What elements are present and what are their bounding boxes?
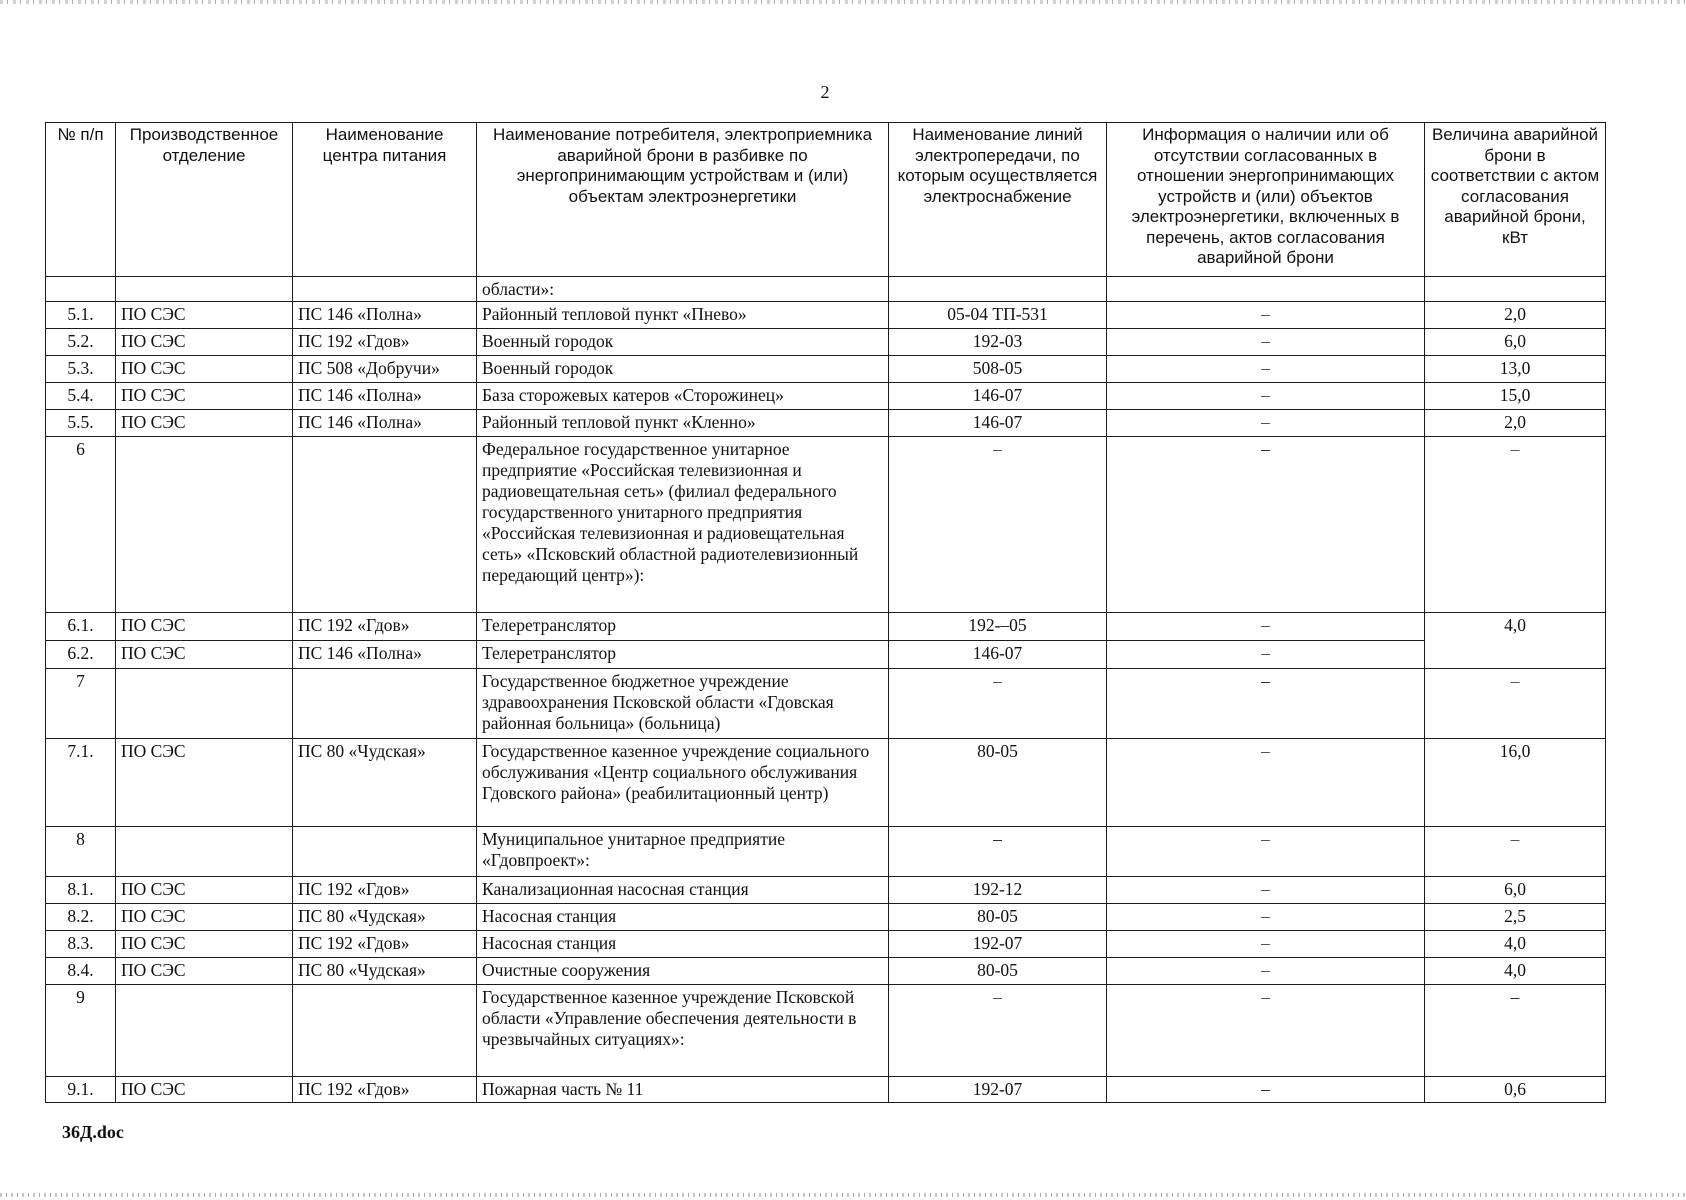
cell-value: 0,6	[1425, 1077, 1606, 1103]
cell-num: 7	[46, 669, 116, 739]
cell-num: 8.2.	[46, 904, 116, 931]
table-row-group	[46, 985, 1606, 1077]
cell-info: –	[1107, 985, 1425, 1077]
cell-line: 80-05	[889, 904, 1107, 931]
cell-center	[293, 277, 477, 302]
cell-center: ПС 146 «Полна»	[293, 302, 477, 329]
cell-info: –	[1107, 877, 1425, 904]
cell-dept	[116, 827, 293, 877]
cell-info: –	[1107, 356, 1425, 383]
scan-edge-bottom	[0, 1193, 1686, 1197]
cell-num: 6.1.	[46, 613, 116, 641]
cell-num: 5.5.	[46, 410, 116, 437]
cell-line	[889, 277, 1107, 302]
cell-line: 192-03	[889, 329, 1107, 356]
cell-dept: ПО СЭС	[116, 410, 293, 437]
cell-center: ПС 80 «Чудская»	[293, 958, 477, 985]
footer-filename: 36Д.doc	[62, 1122, 124, 1142]
cell-line: 05-04 ТП-531	[889, 302, 1107, 329]
cell-dept: ПО СЭС	[116, 958, 293, 985]
cell-line: 146-07	[889, 641, 1107, 669]
cell-consumer: Муниципальное унитарное предприятие «Гдовпроект»:	[477, 827, 889, 877]
cell-consumer: Районный тепловой пункт «Пнево»	[477, 302, 889, 329]
table-row	[46, 958, 1606, 985]
cell-value: 6,0	[1425, 329, 1606, 356]
cell-info: –	[1107, 613, 1425, 641]
cell-line: –	[889, 669, 1107, 739]
cell-consumer: Государственное казенное учреждение Псковской области «Управление обеспечения деятельности в чрезвычайных ситуациях»:	[477, 985, 889, 1077]
cell-line: –	[889, 437, 1107, 613]
cell-info: –	[1107, 904, 1425, 931]
cell-line: 192-07	[889, 1077, 1107, 1103]
cell-line: 192-12	[889, 877, 1107, 904]
cell-line: –	[889, 827, 1107, 877]
cell-dept: ПО СЭС	[116, 931, 293, 958]
cell-dept	[116, 277, 293, 302]
cell-dept: ПО СЭС	[116, 877, 293, 904]
cell-value: –	[1425, 985, 1606, 1077]
emergency-reserve-table	[45, 122, 1606, 1103]
cell-info: –	[1107, 1077, 1425, 1103]
cell-center: ПС 80 «Чудская»	[293, 739, 477, 827]
cell-info: –	[1107, 958, 1425, 985]
cell-num: 5.2.	[46, 329, 116, 356]
header-dept: Производственное отделение	[116, 123, 293, 277]
cell-dept: ПО СЭС	[116, 613, 293, 641]
cell-line: 192-–05	[889, 613, 1107, 641]
table-row	[46, 383, 1606, 410]
header-info: Информация о наличии или об отсутствии согласованных в отношении энергопринимающих устройств и (или) объектов электроэнергетики, включенных в перечень, актов согласования аварийной брони	[1107, 123, 1425, 277]
cell-info: –	[1107, 669, 1425, 739]
cell-consumer: Государственное казенное учреждение социального обслуживания «Центр социального обслуживания Гдовского района» (реабилитационный центр)	[477, 739, 889, 827]
cell-line: 192-07	[889, 931, 1107, 958]
cell-num: 8	[46, 827, 116, 877]
cell-consumer: Очистные сооружения	[477, 958, 889, 985]
cell-num: 8.1.	[46, 877, 116, 904]
cell-consumer: Насосная станция	[477, 931, 889, 958]
cell-num: 7.1.	[46, 739, 116, 827]
cell-center: ПС 508 «Добручи»	[293, 356, 477, 383]
table-row-group	[46, 669, 1606, 739]
cell-line: 146-07	[889, 383, 1107, 410]
cell-dept: ПО СЭС	[116, 356, 293, 383]
cell-dept: ПО СЭС	[116, 641, 293, 669]
cell-consumer: Военный городок	[477, 356, 889, 383]
cell-info: –	[1107, 410, 1425, 437]
header-consumer: Наименование потребителя, электроприемника аварийной брони в разбивке по энергопринимающим устройствам и (или) объектам электроэнергетики	[477, 123, 889, 277]
scan-edge-top	[0, 0, 1686, 4]
cell-value-merged: 4,0	[1425, 613, 1606, 669]
table-row-continuation	[46, 277, 1606, 302]
header-line: Наименование линий электропередачи, по которым осуществляется электроснабжение	[889, 123, 1107, 277]
cell-info: –	[1107, 931, 1425, 958]
cell-center: ПС 192 «Гдов»	[293, 613, 477, 641]
cell-value: 16,0	[1425, 739, 1606, 827]
cell-center	[293, 669, 477, 739]
table-row	[46, 877, 1606, 904]
cell-consumer: Районный тепловой пункт «Кленно»	[477, 410, 889, 437]
cell-line: 508-05	[889, 356, 1107, 383]
header-center: Наименование центра питания	[293, 123, 477, 277]
cell-line: 80-05	[889, 958, 1107, 985]
cell-value: 6,0	[1425, 877, 1606, 904]
table-row-group	[46, 437, 1606, 613]
cell-num: 8.3.	[46, 931, 116, 958]
cell-info: –	[1107, 437, 1425, 613]
header-num: № п/п	[46, 123, 116, 277]
cell-consumer: Пожарная часть № 11	[477, 1077, 889, 1103]
cell-value: –	[1425, 669, 1606, 739]
cell-center: ПС 192 «Гдов»	[293, 1077, 477, 1103]
table-row	[46, 1077, 1606, 1103]
cell-value: 13,0	[1425, 356, 1606, 383]
cell-center: ПС 192 «Гдов»	[293, 877, 477, 904]
cell-consumer: Военный городок	[477, 329, 889, 356]
cell-center: ПС 146 «Полна»	[293, 410, 477, 437]
table-header-row	[46, 123, 1606, 277]
cell-value: –	[1425, 827, 1606, 877]
cell-consumer: Канализационная насосная станция	[477, 877, 889, 904]
cell-line: –	[889, 985, 1107, 1077]
cell-center: ПС 192 «Гдов»	[293, 931, 477, 958]
cell-center: ПС 146 «Полна»	[293, 641, 477, 669]
cell-info: –	[1107, 739, 1425, 827]
cell-dept: ПО СЭС	[116, 302, 293, 329]
cell-info: –	[1107, 302, 1425, 329]
cell-value: –	[1425, 437, 1606, 613]
cell-value: 4,0	[1425, 931, 1606, 958]
cell-num: 9.1.	[46, 1077, 116, 1103]
cell-dept	[116, 437, 293, 613]
table-row	[46, 641, 1606, 669]
cell-consumer: Федеральное государственное унитарное предприятие «Российская телевизионная и радиовещательная сеть» (филиал федерального государственного унитарного предприятия «Российская телевизионная и радиовещательная сеть» «Псковский областной радиотелевизионный передающий центр»):	[477, 437, 889, 613]
cell-value: 15,0	[1425, 383, 1606, 410]
cell-consumer: Насосная станция	[477, 904, 889, 931]
table-row	[46, 410, 1606, 437]
cell-center	[293, 985, 477, 1077]
cell-center: ПС 192 «Гдов»	[293, 329, 477, 356]
cell-num: 5.4.	[46, 383, 116, 410]
cell-info: –	[1107, 383, 1425, 410]
cell-value: 2,0	[1425, 410, 1606, 437]
cell-dept	[116, 669, 293, 739]
cell-consumer: База сторожевых катеров «Сторожинец»	[477, 383, 889, 410]
table-row	[46, 302, 1606, 329]
cell-center: ПС 146 «Полна»	[293, 383, 477, 410]
table-row	[46, 904, 1606, 931]
cell-consumer: Государственное бюджетное учреждение здравоохранения Псковской области «Гдовская районная больница» (больница)	[477, 669, 889, 739]
cell-num: 8.4.	[46, 958, 116, 985]
cell-line: 146-07	[889, 410, 1107, 437]
cell-num: 6	[46, 437, 116, 613]
table-row	[46, 613, 1606, 641]
cell-consumer: Телеретранслятор	[477, 641, 889, 669]
cell-num	[46, 277, 116, 302]
cell-info	[1107, 277, 1425, 302]
table-row-group	[46, 827, 1606, 877]
cell-value: 2,0	[1425, 302, 1606, 329]
cell-dept: ПО СЭС	[116, 329, 293, 356]
cell-center	[293, 827, 477, 877]
cell-dept: ПО СЭС	[116, 1077, 293, 1103]
table-row	[46, 931, 1606, 958]
cell-dept: ПО СЭС	[116, 904, 293, 931]
cell-center: ПС 80 «Чудская»	[293, 904, 477, 931]
cell-dept: ПО СЭС	[116, 739, 293, 827]
cell-info: –	[1107, 827, 1425, 877]
page-number: 2	[820, 82, 830, 102]
cell-num: 5.1.	[46, 302, 116, 329]
cell-num: 9	[46, 985, 116, 1077]
cell-info: –	[1107, 329, 1425, 356]
cell-dept: ПО СЭС	[116, 383, 293, 410]
table-row	[46, 329, 1606, 356]
cell-consumer: Телеретранслятор	[477, 613, 889, 641]
cell-value: 4,0	[1425, 958, 1606, 985]
cell-info: –	[1107, 641, 1425, 669]
cell-value: 2,5	[1425, 904, 1606, 931]
table-row	[46, 356, 1606, 383]
cell-num: 6.2.	[46, 641, 116, 669]
cell-dept	[116, 985, 293, 1077]
cell-value	[1425, 277, 1606, 302]
cell-consumer: области»:	[477, 277, 889, 302]
header-value: Величина аварийной брони в соответствии с актом согласования аварийной брони, кВт	[1425, 123, 1606, 277]
cell-center	[293, 437, 477, 613]
cell-line: 80-05	[889, 739, 1107, 827]
table-row	[46, 739, 1606, 827]
cell-num: 5.3.	[46, 356, 116, 383]
